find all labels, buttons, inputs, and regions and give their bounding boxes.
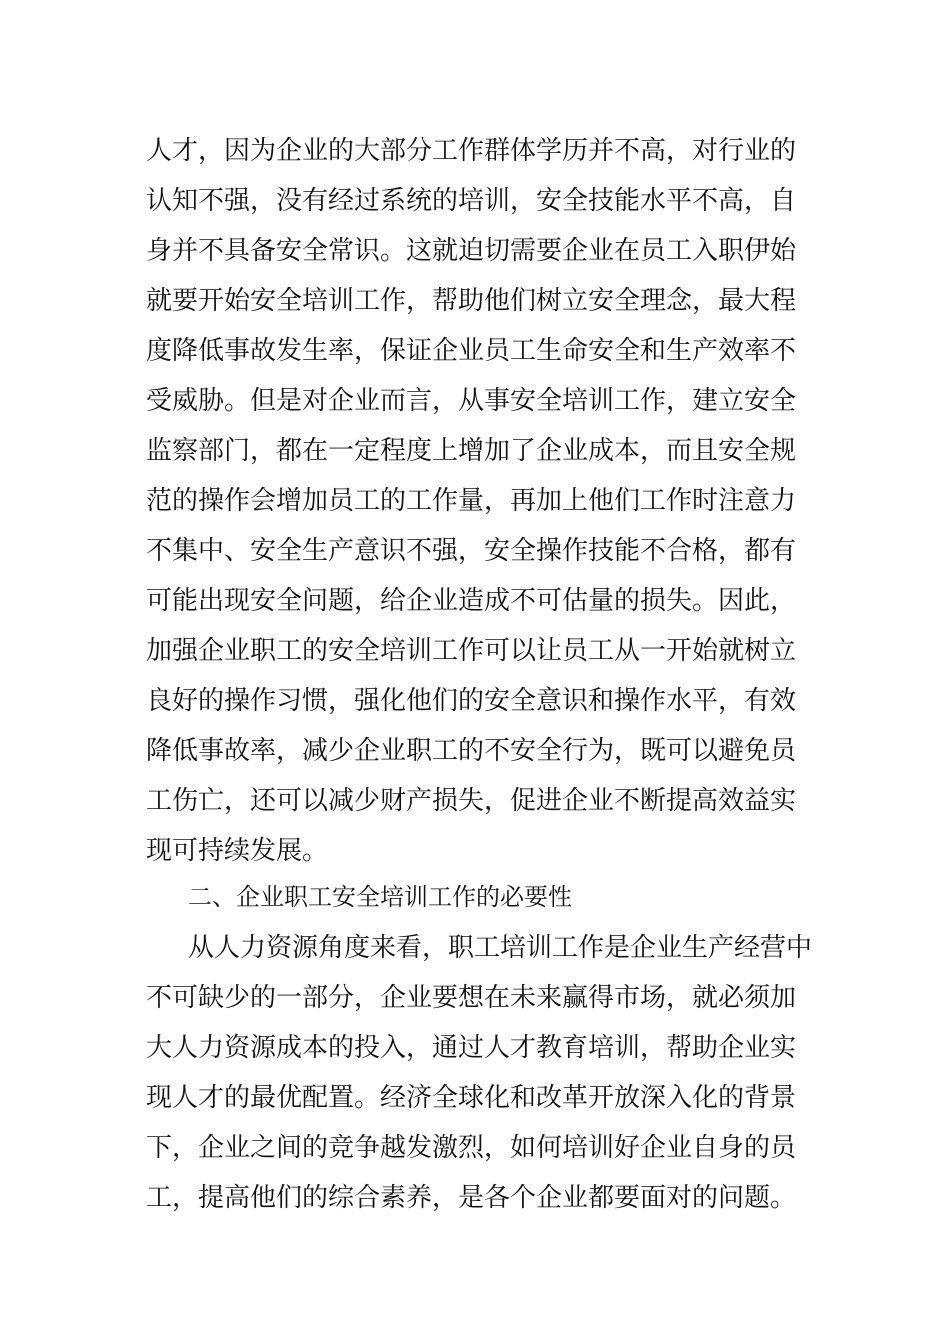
paragraph-line: 受威胁。但是对企业而言，从事安全培训工作，建立安全 (146, 386, 797, 416)
paragraph-line: 现人才的最优配置。经济全球化和改革开放深入化的背景 (146, 1083, 797, 1113)
paragraph-line: 工，提高他们的综合素养，是各个企业都要面对的问题。 (146, 1183, 797, 1213)
paragraph-line: 工伤亡，还可以减少财产损失，促进企业不断提高效益实 (146, 786, 797, 816)
paragraph-line: 现可持续发展。 (146, 836, 329, 866)
paragraph-line: 范的操作会增加员工的工作量，再加上他们工作时注意力 (146, 486, 797, 516)
paragraph-line: 就要开始安全培训工作，帮助他们树立安全理念，最大程 (146, 286, 797, 316)
section-heading: 二、企业职工安全培训工作的必要性 (188, 883, 572, 911)
paragraph-line: 良好的操作习惯，强化他们的安全意识和操作水平，有效 (146, 686, 797, 716)
paragraph-line: 度降低事故发生率，保证企业员工生命安全和生产效率不 (146, 336, 797, 366)
paragraph-line: 大人力资源成本的投入，通过人才教育培训，帮助企业实 (146, 1033, 797, 1063)
paragraph-line: 不可缺少的一部分，企业要想在未来赢得市场，就必须加 (146, 983, 797, 1013)
paragraph-line: 加强企业职工的安全培训工作可以让员工从一开始就树立 (146, 636, 797, 666)
paragraph-line: 监察部门，都在一定程度上增加了企业成本，而且安全规 (146, 436, 797, 466)
paragraph-line: 认知不强，没有经过系统的培训，安全技能水平不高，自 (146, 186, 797, 216)
paragraph-line: 从人力资源角度来看，职工培训工作是企业生产经营中 (188, 933, 813, 963)
paragraph-line: 下，企业之间的竞争越发激烈，如何培训好企业自身的员 (146, 1133, 797, 1163)
paragraph-line: 不集中、安全生产意识不强，安全操作技能不合格，都有 (146, 536, 797, 566)
paragraph-line: 人才，因为企业的大部分工作群体学历并不高，对行业的 (146, 136, 797, 166)
paragraph-line: 身并不具备安全常识。这就迫切需要企业在员工入职伊始 (146, 236, 797, 266)
paragraph-line: 可能出现安全问题，给企业造成不可估量的损失。因此， (146, 586, 797, 616)
paragraph-line: 降低事故率，减少企业职工的不安全行为，既可以避免员 (146, 736, 797, 766)
